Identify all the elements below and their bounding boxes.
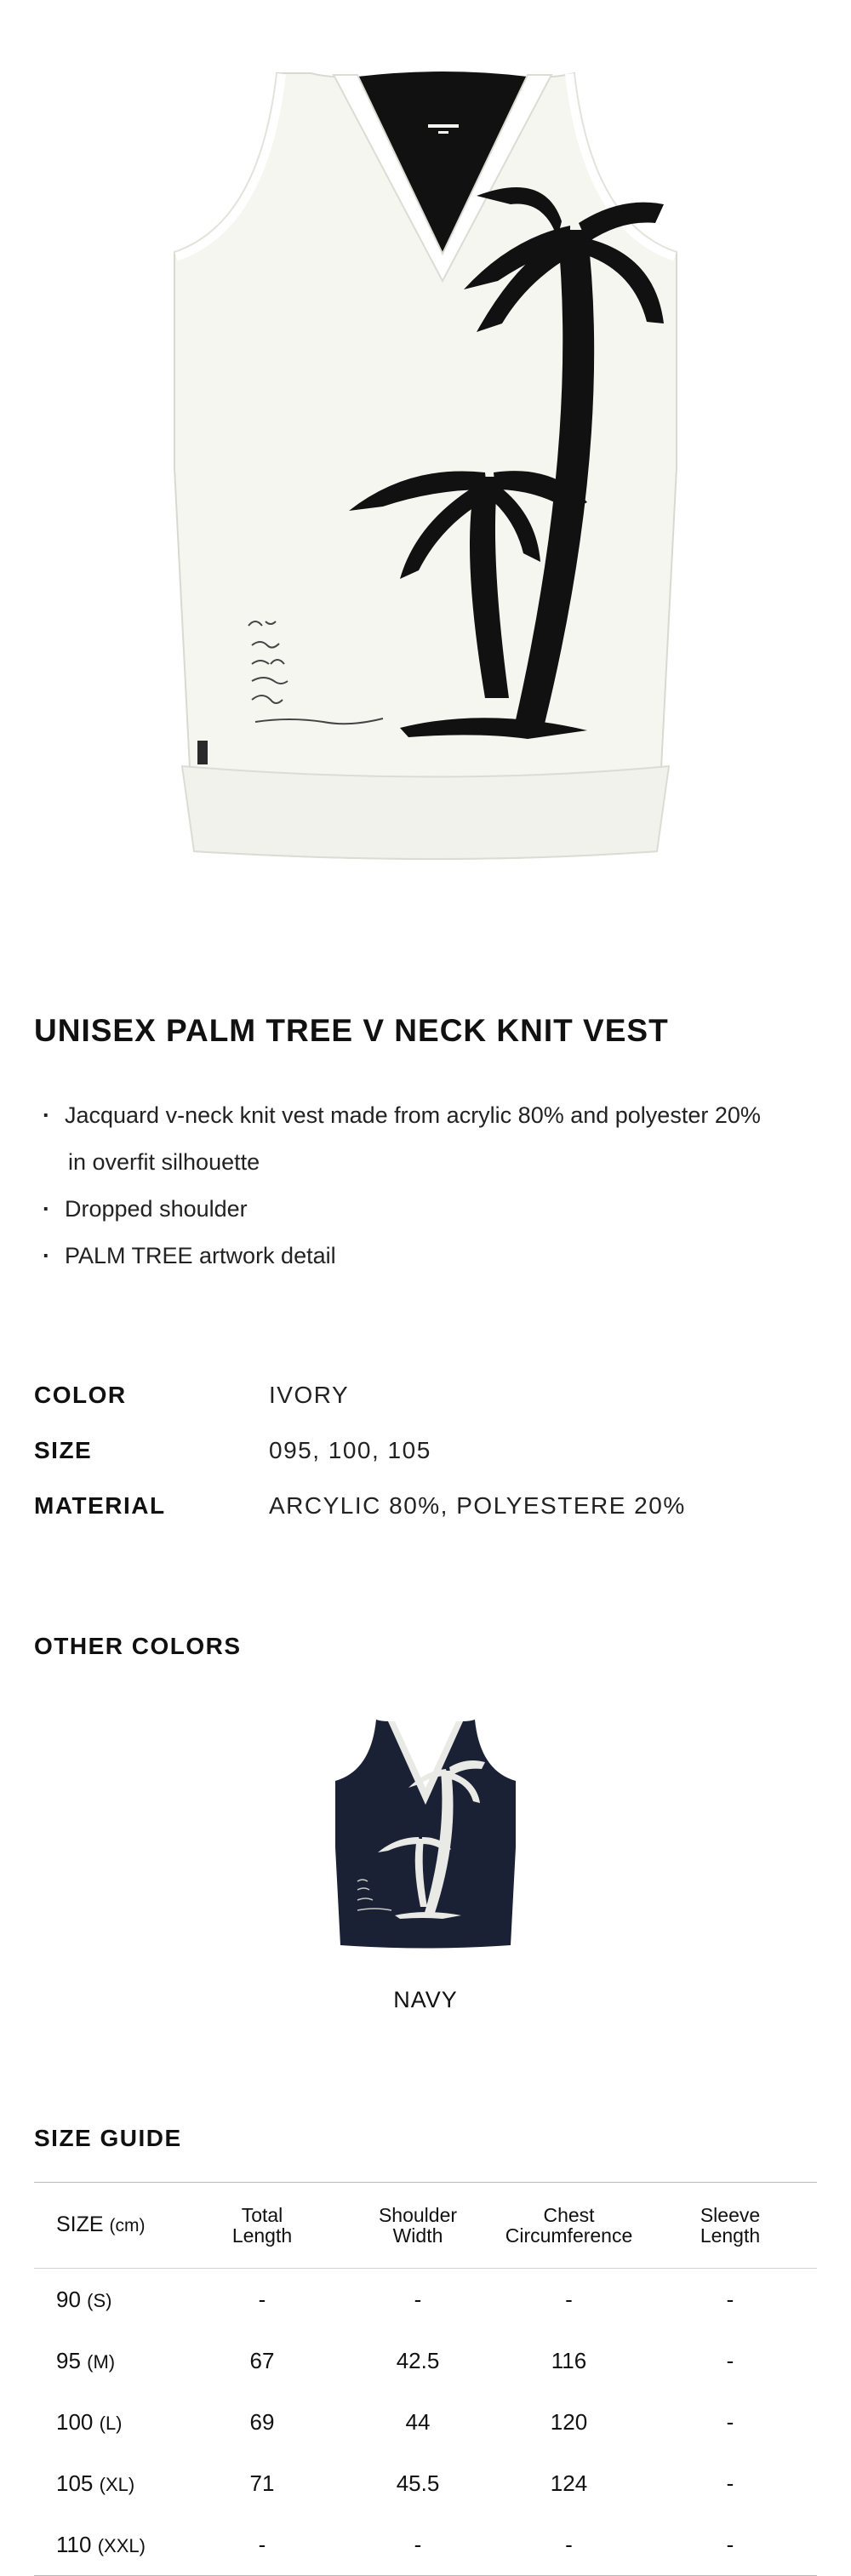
spec-value: 095, 100, 105 (269, 1437, 431, 1463)
total-length-cell: 71 (249, 2470, 275, 2496)
size-cell: 105 (XL) (56, 2470, 135, 2496)
shoulder-width-cell: 45.5 (396, 2470, 440, 2496)
table-row (34, 2514, 817, 2576)
sleeve-length-cell: - (726, 2470, 734, 2496)
size-guide-table (34, 2182, 817, 2576)
shoulder-width-cell: - (414, 2531, 422, 2557)
chest-cell: 124 (550, 2470, 588, 2496)
shoulder-width-cell: 42.5 (396, 2347, 440, 2373)
total-length-cell: 67 (249, 2347, 275, 2373)
table-row (34, 2391, 817, 2453)
header-shoulder-width: Shoulder Width (341, 2183, 494, 2269)
total-length-cell: - (258, 2531, 266, 2557)
table-row (34, 2330, 817, 2391)
description-item: · Dropped shoulder (34, 1186, 817, 1233)
header-chest-circumference: Chest Circumference (494, 2183, 643, 2269)
product-image (0, 0, 851, 919)
chest-cell: - (565, 2286, 573, 2312)
total-length-cell: 69 (249, 2408, 275, 2435)
other-colors-heading: OTHER COLORS (34, 1633, 242, 1659)
size-cell: 95 (M) (56, 2347, 116, 2373)
sleeve-length-cell: - (726, 2286, 734, 2312)
spec-value: ARCYLIC 80%, POLYESTERE 20% (269, 1492, 686, 1519)
table-row (34, 2269, 817, 2331)
table-row (34, 2453, 817, 2514)
total-length-cell: - (258, 2286, 266, 2312)
header-size: SIZE (cm) (34, 2183, 183, 2269)
spec-label: MATERIAL (34, 1492, 166, 1519)
spec-label: SIZE (34, 1437, 93, 1463)
size-cell: 90 (S) (56, 2286, 112, 2312)
sleeve-length-cell: - (726, 2408, 734, 2435)
description-item-continuation: in overfit silhouette (68, 1149, 260, 1175)
description-item: · Jacquard v-neck knit vest made from acrylic 80% and polyester 20% (34, 1092, 817, 1139)
spec-label: COLOR (34, 1382, 127, 1408)
product-title: UNISEX PALM TREE V NECK KNIT VEST (34, 1013, 669, 1048)
description-item: · PALM TREE artwork detail (34, 1233, 817, 1279)
header-sleeve-length: Sleeve Length (643, 2183, 817, 2269)
color-swatch-navy[interactable] (323, 1703, 528, 1958)
size-guide-header-row (34, 2183, 817, 2269)
shoulder-width-cell: 44 (405, 2408, 431, 2435)
header-total-length: Total Length (183, 2183, 341, 2269)
sleeve-length-cell: - (726, 2531, 734, 2557)
color-swatch-label: NAVY (393, 1987, 458, 2012)
size-guide-heading: SIZE GUIDE (34, 2125, 182, 2151)
chest-cell: - (565, 2531, 573, 2557)
product-description (34, 1092, 817, 1279)
sleeve-length-cell: - (726, 2347, 734, 2373)
size-cell: 100 (L) (56, 2408, 123, 2435)
spec-value: IVORY (269, 1382, 350, 1408)
chest-cell: 116 (551, 2347, 587, 2373)
shoulder-width-cell: - (414, 2286, 422, 2312)
size-cell: 110 (XXL) (56, 2531, 146, 2557)
chest-cell: 120 (550, 2408, 588, 2435)
